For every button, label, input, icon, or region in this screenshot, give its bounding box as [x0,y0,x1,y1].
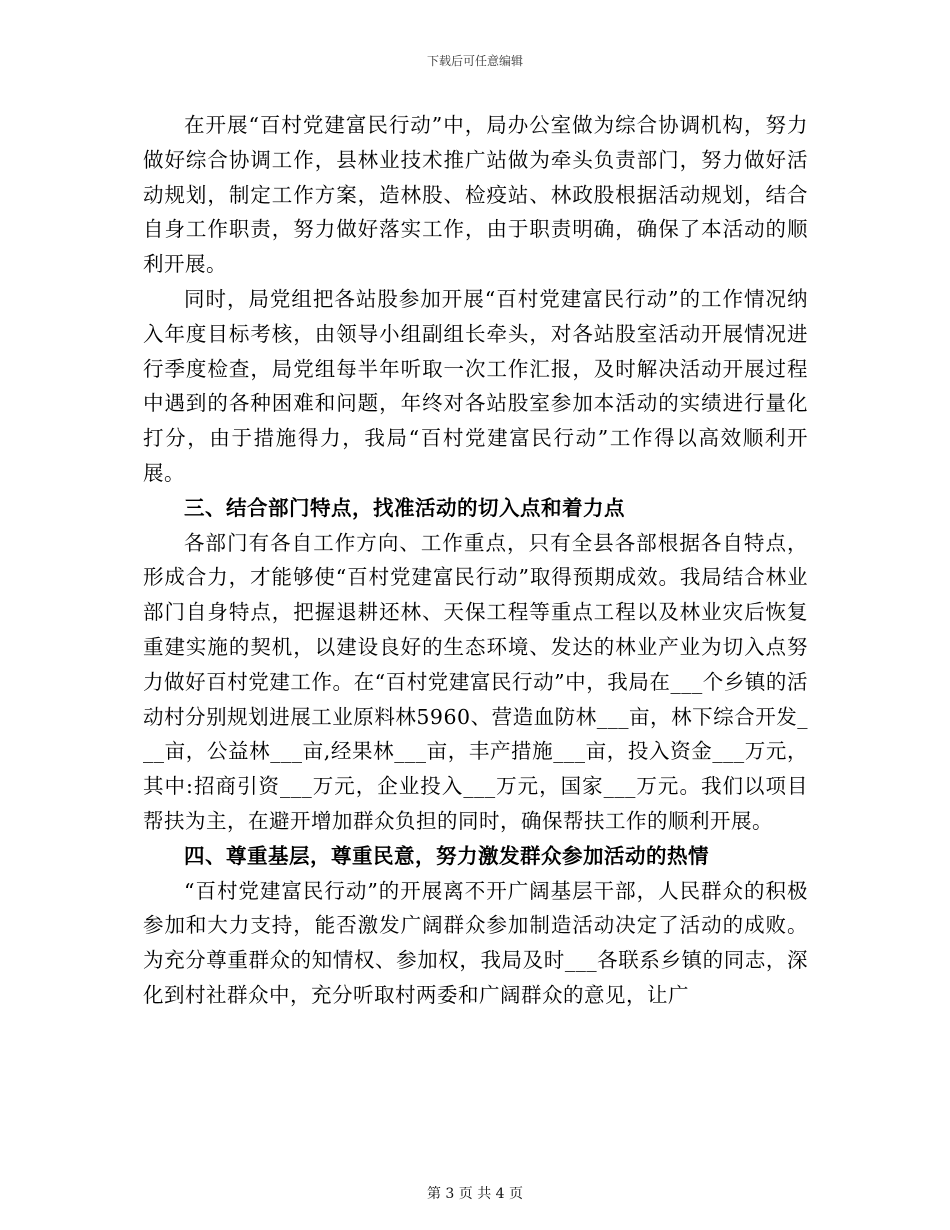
paragraph-coordination: 在开展“百村党建富民行动”中，局办公室做为综合协调机构，努力做好综合协调工作，县林业技术推广站做为牵头负责部门，努力做好活动规划，制定工作方案，造林股、检疫站、林政股根据活动规划，结合自身工作职责，努力做好落实工作，由于职责明确，确保了本活动的顺利开展。 [143,113,808,277]
paragraph-assessment: 同时，局党组把各站股参加开展“百村党建富民行动”的工作情况纳入年度目标考核，由领导小组副组长牵头，对各站股室活动开展情况进行季度检查，局党组每半年听取一次工作汇报，及时解决活动开展过程中遇到的各种困难和问题，年终对各站股室参加本活动的实绩进行量化打分，由于措施得力，我局“百村党建富民行动”工作得以高效顺利开展。 [143,286,808,485]
section-heading-3: 三、结合部门特点，找准活动的切入点和着力点 [184,495,625,520]
document-body [143,108,808,1013]
section-heading-4: 四、尊重基层，尊重民意，努力激发群众参加活动的热情 [184,843,709,868]
page-header: 下载后可任意编辑 [426,54,523,68]
paragraph-department-features: 各部门有各自工作方向、工作重点，只有全县各部根据各自特点，形成合力，才能够使“百村党建富民行动”取得预期成效。我局结合林业部门自身特点，把握退耕还林、天保工程等重点工程以及林业灾后恢复重建实施的契机，以建设良好的生态环境、发达的林业产业为切入点努力做好百村党建工作。在“百村党建富民行动”中，我局在___个乡镇的活动村分别规划进展工业原料林5960、营造血防林___亩，林下综合开发___亩，公益林___亩,经果林___亩，丰产措施___亩，投入资金___万元，其中:招商引资___万元，企业投入___万元，国家___万元。我们以项目帮扶为主，在避开增加群众负担的同时，确保帮扶工作的顺利开展。 [143,530,808,833]
page-footer: 第 3 页 共 4 页 [426,1186,524,1202]
paragraph-grassroots: “百村党建富民行动”的开展离不开广阔基层干部，人民群众的积极参加和大力支持，能否激发广阔群众参加制造活动决定了活动的成败。为充分尊重群众的知情权、参加权，我局及时___各联系乡镇的同志，深化到村社群众中，充分听取村两委和广阔群众的意见，让广 [143,878,808,1007]
